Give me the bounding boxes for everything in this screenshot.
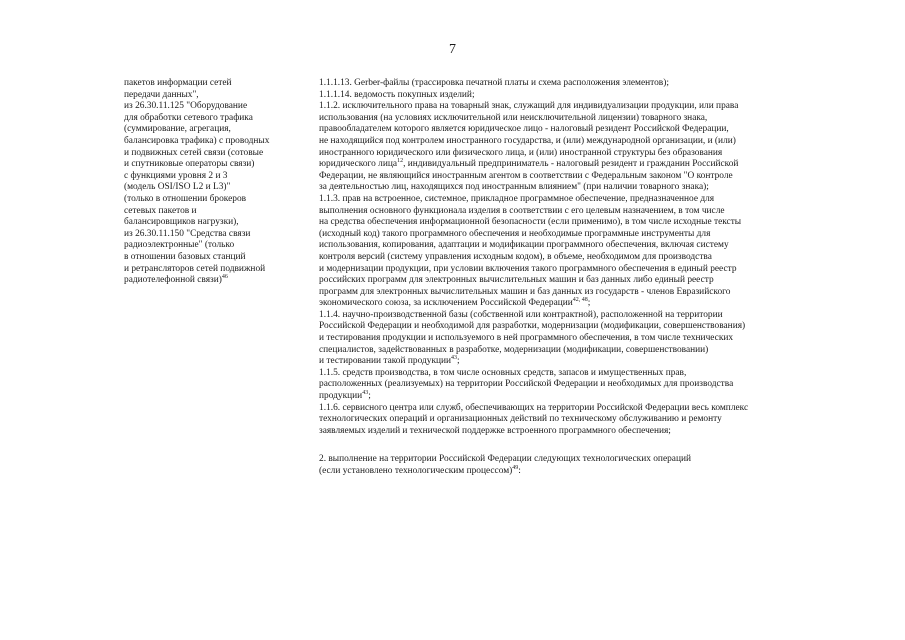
line-text-tail: ; <box>368 391 371 402</box>
left-column-product-codes <box>124 78 309 287</box>
paragraph-item-1-1-6 <box>319 403 867 438</box>
left-column-line <box>124 113 309 125</box>
paragraph-line <box>319 240 867 252</box>
line-text: и подвижных сетей связи (сотовые <box>124 147 264 158</box>
left-column-line <box>124 252 309 264</box>
page-number: 7 <box>449 42 456 57</box>
line-text: балансировщиков нагрузки), <box>124 217 239 228</box>
paragraph-line <box>319 101 867 113</box>
paragraph-line <box>319 333 867 345</box>
line-text: заявляемых изделий и технической поддержке встроенного программного обеспечения; <box>319 425 671 436</box>
line-text: российских программ для электронных вычислительных машин и баз данных либо единый реестр <box>319 275 714 286</box>
line-text: и ретрансляторов сетей подвижной <box>124 263 266 274</box>
footnote-ref: 49 <box>512 464 519 471</box>
line-text: (модель OSI/ISO L2 и L3)" <box>124 182 231 193</box>
line-text: использования, копирования, адаптации и модификации программного обеспечения, включая систему <box>319 240 729 251</box>
line-text-tail: , индивидуальный предприниматель - налоговый резидент и гражданин Российской <box>403 159 739 170</box>
left-column-line <box>124 78 309 90</box>
paragraph-line <box>319 466 867 478</box>
line-text: и спутниковые операторы связи) <box>124 159 255 170</box>
line-text: 2. выполнение на территории Российской Федерации следующих технологических операций <box>319 454 692 465</box>
paragraph-item-1-1-1-14 <box>319 90 867 102</box>
left-column-line <box>124 194 309 206</box>
left-column-line <box>124 275 309 287</box>
line-text: 1.1.2. исключительного права на товарный знак, служащий для индивидуализации продукции, или права <box>319 101 739 112</box>
left-column-line <box>124 136 309 148</box>
left-column-line <box>124 124 309 136</box>
line-text: пакетов информации сетей <box>124 78 232 88</box>
paragraph-line <box>319 368 867 380</box>
line-text: передачи данных", <box>124 89 199 100</box>
line-text: юридического лица <box>319 159 398 170</box>
line-text: (если установлено технологическим процессом) <box>319 466 513 476</box>
paragraph-line <box>319 321 867 333</box>
line-text: Российской Федерации и необходимой для разработки, модернизации (модификации, совершенствования) <box>319 321 746 332</box>
line-text: 1.1.6. сервисного центра или служб, обеспечивающих на территории Российской Федерации весь комплекс <box>319 402 749 413</box>
paragraph-line <box>319 206 867 218</box>
paragraph-line <box>319 287 867 299</box>
line-text: сетевых пакетов и <box>124 205 197 216</box>
line-text: 1.1.1.13. Gerber-файлы (трассировка печатной платы и схема расположения элементов); <box>319 78 669 88</box>
line-text: балансировка трафика) с проводных <box>124 135 270 146</box>
paragraph-line <box>319 264 867 276</box>
left-column-line <box>124 217 309 229</box>
left-column-line <box>124 171 309 183</box>
left-column-line <box>124 240 309 252</box>
line-text: 1.1.1.14. ведомость покупных изделий; <box>319 89 475 100</box>
paragraph-item-1-1-3 <box>319 194 867 310</box>
line-text: на средства обеспечения информационной безопасности (если применимо), в том числе исходные тексты <box>319 217 742 228</box>
paragraph-line <box>319 78 867 90</box>
paragraph-line <box>319 217 867 229</box>
paragraph-line <box>319 454 867 466</box>
line-text: не находящийся под контролем иностранного государства, и (или) международной организации, и (или) <box>319 135 736 146</box>
paragraph-line <box>319 298 867 310</box>
paragraph-line <box>319 159 867 171</box>
paragraph-line <box>319 229 867 241</box>
line-text: программ для электронных вычислительных машин и баз данных из государств - членов Евразийского <box>319 286 731 297</box>
line-text: контроля версий (систему управления исходным кодом), в объеме, необходимом для производства <box>319 251 712 262</box>
footnote-ref: 42, 48 <box>572 297 588 304</box>
paragraph-item-1-1-1-13 <box>319 78 867 90</box>
left-column-line <box>124 206 309 218</box>
right-column-requirements <box>319 78 867 478</box>
line-text: радиотелефонной связи) <box>124 275 222 286</box>
line-text: 1.1.3. прав на встроенное, системное, прикладное программное обеспечение, предназначенное для <box>319 193 715 204</box>
line-text: правообладателем которого является юридическое лицо - налоговый резидент Российской Федерации, <box>319 124 729 135</box>
paragraph-line <box>319 379 867 391</box>
line-text: экономического союза, за исключением Российской Федерации <box>319 298 573 309</box>
line-text: технологических операций и организационных действий по техническому обслуживанию и ремонту <box>319 414 722 425</box>
line-text: (только в отношении брокеров <box>124 193 247 204</box>
paragraph-line <box>319 403 867 415</box>
line-text: из 26.30.11.150 "Средства связи <box>124 228 251 239</box>
left-column-line <box>124 101 309 113</box>
paragraph-line <box>319 310 867 322</box>
line-text: иностранного юридического или физического лица, и (или) иностранной структуры без образования <box>319 147 723 158</box>
left-column-line <box>124 148 309 160</box>
line-text: в отношении базовых станций <box>124 251 246 262</box>
line-text-tail: ; <box>587 298 591 309</box>
paragraph-line <box>319 252 867 264</box>
left-column-line <box>124 159 309 171</box>
line-text: и модернизации продукции, при условии включения такого программного обеспечения в единый реестр <box>319 263 737 274</box>
paragraph-line <box>319 136 867 148</box>
paragraph-line <box>319 414 867 426</box>
paragraph-item-1-1-4 <box>319 310 867 368</box>
line-text: выполнения основного функционала изделия в соответствии с его целевым назначением, в том числе <box>319 205 725 216</box>
paragraph-line <box>319 113 867 125</box>
paragraph-line <box>319 356 867 368</box>
left-column-line <box>124 182 309 194</box>
paragraph-gap <box>319 437 867 454</box>
line-text: и тестировании такой продукции <box>319 356 452 367</box>
line-text-tail: : <box>518 466 521 476</box>
left-column-line <box>124 229 309 241</box>
paragraph-item-1-1-2 <box>319 101 867 194</box>
paragraph-line <box>319 124 867 136</box>
line-text: специалистов, задействованных в разработке, модернизации (модификации, совершенствовании) <box>319 344 709 355</box>
line-text: 1.1.5. средств производства, в том числе основных средств, запасов и имущественных прав, <box>319 367 687 378</box>
line-text: (суммирование, агрегация, <box>124 124 231 135</box>
paragraph-line <box>319 345 867 357</box>
footnote-ref: 43 <box>451 355 458 362</box>
line-text: продукции <box>319 391 363 402</box>
paragraph-line <box>319 171 867 183</box>
line-text-tail: ; <box>457 356 460 367</box>
footnote-ref: 12 <box>397 158 404 165</box>
line-text: Федерации, не являющийся иностранным агентом в соответствии с Федеральным законом "О контроле <box>319 170 733 181</box>
line-text: для обработки сетевого трафика <box>124 112 253 123</box>
line-text: использования (на условиях исключительной или неисключительной лицензии) товарного знака, <box>319 112 708 123</box>
paragraph-item-1-1-5 <box>319 368 867 403</box>
paragraph-line <box>319 182 867 194</box>
line-text: 1.1.4. научно-производственной базы (собственной или контрактной), расположенной на территории <box>319 309 723 320</box>
paragraph-line <box>319 426 867 438</box>
paragraph-line <box>319 194 867 206</box>
line-text: за деятельностью лиц, находящихся под иностранным влиянием" (при наличии товарного знака); <box>319 182 709 193</box>
line-text: радиоэлектронные" (только <box>124 240 235 251</box>
line-text: расположенных (реализуемых) на территории Российской Федерации и необходимых для производства <box>319 379 734 390</box>
footnote-ref: 43 <box>362 389 369 396</box>
left-column-line <box>124 90 309 102</box>
line-text: с функциями уровня 2 и 3 <box>124 170 228 181</box>
line-text: (исходный код) такого программного обеспечения и необходимые программные инструменты для <box>319 228 711 239</box>
line-text: и тестирования продукции и используемого в ней программного обеспечения, в том числе технических <box>319 333 734 344</box>
line-text: из 26.30.11.125 "Оборудование <box>124 101 248 112</box>
left-column-line <box>124 264 309 276</box>
paragraph-item-2 <box>319 454 867 477</box>
paragraph-line <box>319 391 867 403</box>
paragraph-line <box>319 275 867 287</box>
paragraph-line <box>319 90 867 102</box>
footnote-ref: 46 <box>221 273 228 280</box>
